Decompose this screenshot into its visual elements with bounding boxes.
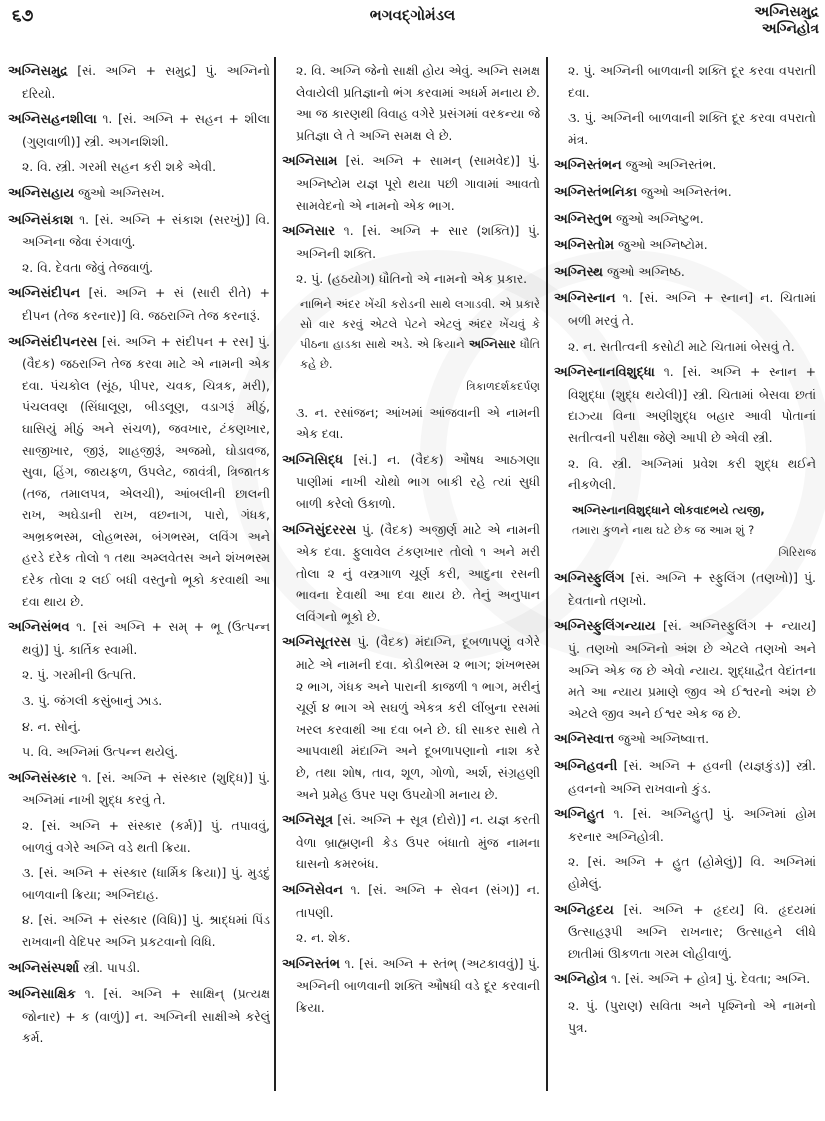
definition-text: [સં. અગ્નિ + હૃદય] વિ. હૃદયમાં ઉત્સાહરૂપી અગ્નિ રાખનાર; ઉત્સાહને લીધે છાતીમાં ઊકળતા ગરમ લોહીવાળું. <box>568 901 816 961</box>
sense-definition: ૫. વિ. અગ્નિમાં ઉત્પન્ન થયેલું. <box>22 744 179 760</box>
headword: અગ્નિસહનશીલા <box>8 112 97 128</box>
definition-text: [સં. અગ્નિ + સામન્ (સામવેદ)] પું. અગ્નિષ્ટોમ યજ્ઞ પૂરો થયા પછી ગાવામાં આવતો સામવેદનો એ નામનો એક ભાગ. <box>296 153 540 213</box>
definition-text: ૧. [સં અગ્નિ + સમ્ + ભૂ (ઉત્પન્ન થવું)] પું. કાર્તિક સ્વામી. <box>22 619 270 657</box>
dictionary-entry <box>554 728 816 751</box>
headword: અગ્નિસેવન <box>282 883 343 898</box>
dictionary-entry <box>282 519 540 628</box>
guide-word-last: અગ્નિહોત્ર <box>761 21 819 37</box>
column-divider <box>274 57 276 1091</box>
dictionary-entry <box>8 331 270 613</box>
sense-definition: ૪. ન. સોનું. <box>22 718 81 734</box>
headword: અગ્નિસ્નાનવિશુદ્ધા <box>554 365 655 381</box>
dictionary-entry <box>282 879 540 923</box>
headword: અગ્નિસૂતરસ <box>282 635 351 651</box>
headword: અગ્નિસમુદ્ર <box>8 64 68 79</box>
headword: અગ્નિસાક્ષિક <box>8 987 76 1003</box>
headword: અગ્નિસ્તંભન <box>554 158 622 174</box>
headword: અગ્નિસ્તોમ <box>554 238 615 254</box>
definition-text: [સં. અગ્નિ + સંદીપન + રસ] પું. (વૈદક) જઠરાગ્નિ તેજ કરવા માટે એ નામની એક દવા. પંચકોલ (સૂંઠ, પીપર, ચવક, ચિત્રક, મરી), પંચલવણ (સિંધાલૂણ, બીડલૂણ, વડાગરૂં મીઠું, ઘાસિયું મીઠું અને સંચળ), જવખાર, ટંકણખાર, સાજીખાર, જીરૂં, શાહજીરૂં, અજમો, ઘોડાવજ, સુવા, હિંગ, જાયફળ, ઉપલેટ, જાવંત્રી, ત્રિજાતક (તજ, તમાલપત્ર, એલચી), આંબલીની છાલની રાખ, અઘેડાની રાખ, વછનાગ, પારો, ગંધક, અભ્રકભસ્મ, લોહભસ્મ, બંગભસ્મ, લવિંગ અને હરડે દરેક તોલો ૧ તથા અમ્લવેતસ અને શંખભસ્મ દરેક તોલા ૨ લઈ બધી વસ્તુનો ભૂકો કરવાથી આ દવા થાય છે. <box>22 333 270 609</box>
dictionary-entry <box>8 767 270 811</box>
headword: અગ્નિસ્ફુલિંગન્યાય <box>554 619 656 635</box>
sense-definition: ૩. પું. અગ્નિની બાળવાની શક્તિ દૂર કરવા વપરાતો મંત્ર. <box>568 110 816 147</box>
dictionary-entry <box>8 209 270 253</box>
column-3 <box>554 60 816 1113</box>
quote-line: અગ્નિસ્નાનવિશુદ્ધાને લોકવાદભયે ત્યજી, <box>572 502 765 517</box>
guide-word-first: અગ્નિસમુદ્ર <box>754 4 819 20</box>
definition-text: ૧. [સં. અગ્નિ + સાક્ષિન્ (પ્રત્યક્ષ જોનાર) + ક (વાળું)] ન. અગ્નિની સાક્ષીએ કરેલું કર્મ. <box>22 986 270 1046</box>
headword: અગ્નિહુત <box>554 807 605 823</box>
dictionary-entry <box>554 234 816 257</box>
definition-text: [સં. અગ્નિ + સમુદ્ર] પું. અગ્નિનો દરિયો. <box>22 63 270 101</box>
sense-definition: ૪. [સં. અગ્નિ + સંસ્કાર (વિધિ)] પું. શ્રાદ્ધમાં પિંડ રાખવાની વેદિપર અગ્નિ પ્રકટવાનો વિધિ. <box>22 912 270 949</box>
sense-definition: ૨. [સં. અગ્નિ + સંસ્કાર (કર્મ)] પું. તપાવવું, બાળવું વગેરે અગ્નિ વડે થતી ક્રિયા. <box>22 818 270 855</box>
definition-text: [સં.] ન. (વૈદક) ઔષધ આઠગણા પાણીમાં નાખી ચોથો ભાગ બાકી રહે ત્યાં સુધી બાળી કરેલો ઉકાળો. <box>296 451 540 511</box>
dictionary-entry <box>554 899 816 965</box>
sense-definition: ૩. ન. રસાંજન; આંખમાં આંજવાની એ નામની એક દવા. <box>296 404 540 442</box>
dictionary-entry <box>8 282 270 326</box>
sense-definition: ૩. [સં. અગ્નિ + સંસ્કાર (ધાર્મિક ક્રિયા)] પું. મુડદું બાળવાની ક્રિયા; અગ્નિદાહ. <box>22 865 270 902</box>
definition-text: [સં. અગ્નિ + સં (સારી રીતે) + દીપન (તેજ કરનાર)] વિ. જઠરાગ્નિ તેજ કરનારૂં. <box>22 285 270 323</box>
definition-text: ૧. [સં. અગ્નિહુત્] પું. અગ્નિમાં હોમ કરનાર અગ્નિહોત્રી. <box>568 806 816 844</box>
column-divider <box>546 57 548 1091</box>
dictionary-entry <box>8 182 270 205</box>
definition-text: ૧. [સં. અગ્નિ + સ્નાન + વિશુદ્ધા (શુદ્ધ થયેલી)] સ્ત્રી. ચિતામાં બેસવા છતાં દાઝ્યા વિના અણીશુદ્ધ બહાર આવી પોતાનાં સતીત્વની પરીક્ષા જેણે આપી છે એવી સ્ત્રી. <box>568 364 816 445</box>
page-number: ૬૭ <box>12 6 34 26</box>
quote-source: ગિરિરાજ <box>778 545 816 559</box>
definition-text: ૧. [સં. અગ્નિ + સેવન (સંગ)] ન. તાપણી. <box>296 882 540 920</box>
dictionary-entry <box>8 957 270 980</box>
dictionary-entry <box>282 150 540 216</box>
sense-definition: ૨. ન. સતીત્વની કસોટી માટે ચિતામાં બેસવું તે. <box>568 338 795 354</box>
headword: અગ્નિસ્થ <box>554 264 603 280</box>
definition-text: પું. (વૈદક) મંદાગ્નિ, દૂબળાપણું વગેરે માટે એ નામની દવા. કોડીભસ્મ ૨ ભાગ; શંખભસ્મ ૨ ભાગ, ગંધક અને પારાની કાજળી ૧ ભાગ, મરીનું ચૂર્ણ ૪ ભાગ એ સઘળું એકત્ર કરી લીંબુના રસમાં ખરલ કરવાથી આ દવા બને છે. ઘી સાકર સાથે તે આપવાથી મંદાગ્નિ અને દૂબળાપણાનો નાશ કરે છે, તથા શોષ, તાવ, શૂળ, ગોળો, અર્શ, સંગ્રહણી અને પ્રમેહ ઉપર પણ ઉપયોગી મનાય છે. <box>296 634 540 802</box>
sense-definition: ૨. વિ. દેવતા જેવું તેજવાળું. <box>22 259 154 275</box>
dictionary-entry <box>554 615 816 724</box>
headword: અગ્નિસંસ્પર્શા <box>8 960 80 976</box>
dictionary-entry <box>554 208 816 231</box>
sense-definition: ૨. પું. (પુરાણ) સવિતા અને પૃશ્નિનો એ નામનો પુત્ર. <box>568 997 816 1035</box>
headword: અગ્નિસંસ્કાર <box>8 770 77 786</box>
headword: અગ્નિસ્વાત્ત <box>554 732 615 748</box>
definition-text: જુઓ અગ્નિસખ. <box>78 184 165 200</box>
dictionary-entry <box>554 755 816 799</box>
dictionary-entry <box>8 108 270 152</box>
sense-definition: ૨. વિ. સ્ત્રી. અગ્નિમાં પ્રવેશ કરી શુદ્ધ થઈને નીકળેલી. <box>568 455 816 493</box>
sense-definition: ૨. પું. ગરમીની ઉત્પત્તિ. <box>22 667 137 683</box>
definition-text: ૧. [સં. અગ્નિ + સહન + શીલા (ગુણવાળી)] સ્ત્રી. અગનશિશી. <box>22 111 270 149</box>
dictionary-entry <box>8 983 270 1049</box>
definition-text: સ્ત્રી. પાપડી. <box>83 959 141 975</box>
definition-text: ૧. [સં. અગ્નિ + સ્નાન] ન. ચિતામાં બળી મરવું તે. <box>568 290 816 328</box>
page-header <box>0 0 825 56</box>
column-2 <box>282 60 540 1113</box>
headword: અગ્નિસ્તંભનિકા <box>554 184 638 200</box>
definition-text: ૧. [સં. અગ્નિ + સ્તંભ્ (અટકાવવું)] પું. અગ્નિની બાળવાની શક્તિ ઔષધી વડે દૂર કરવાની ક્રિયા. <box>296 955 540 1015</box>
headword: અગ્નિસંદીપન <box>8 286 81 302</box>
definition-text: પું. (વૈદક) અજીર્ણ માટે એ નામની એક દવા. ફુલાવેલ ટંકણખાર તોલો ૧ અને મરી તોલા ૨ નું વસ્ત્રગાળ ચૂર્ણ કરી, આદુના રસની ભાવના દેવાથી આ દવા થાય છે. તેનું અનુપાન લવિંગનો ભૂકો છે. <box>296 521 540 624</box>
sense-definition: ૨. ન. શેક. <box>296 930 351 946</box>
headword: અગ્નિસ્ફુલિંગ <box>554 571 625 587</box>
quote-source: ત્રિકાળદર્શકદર્પણ <box>466 379 540 393</box>
dictionary-entry <box>554 261 816 284</box>
sense-definition: ૨. વિ. અગ્નિ જેનો સાક્ષી હોય એવું. અગ્નિ સમક્ષ લેવાયેલી પ્રતિજ્ઞાનો ભંગ કરવામાં અધર્મ મનાય છે. આ જ કારણથી વિવાહ વગેરે પ્રસંગમાં વરકન્યા જે પ્રતિજ્ઞા લે તે અગ્નિ સમક્ષ લે છે. <box>296 63 540 143</box>
column-1 <box>8 60 270 1113</box>
sense-definition: ૨. પું. અગ્નિની બાળવાની શક્તિ દૂર કરવા વપરાતી દવા. <box>568 63 816 100</box>
definition-text: ૧. [સં. અગ્નિ + સાર (શક્તિ)] પું. અગ્નિની શક્તિ. <box>296 223 540 261</box>
quotation <box>282 294 540 374</box>
dictionary-entry <box>282 809 540 875</box>
quote-line: તમારા કુળને નાથ ઘટે છેક જ આમ શું ? <box>572 522 755 537</box>
quote-headword: અગ્નિસાર <box>468 336 516 351</box>
definition-text: જુઓ અગ્નિષ્ટોમ. <box>618 237 708 253</box>
definition-text: ૧. [સં. અગ્નિ + સંસ્કાર (શુદ્ધિ)] પું. અગ્નિમાં નાખી શુદ્ધ કરવું તે. <box>22 769 270 808</box>
dictionary-entry <box>554 968 816 991</box>
dictionary-entry <box>554 154 816 177</box>
definition-text: જુઓ અગ્નિસ્તંભ. <box>625 157 717 173</box>
definition-text: [સં. અગ્નિ + સૂત્ર (દોરો)] ન. યજ્ઞ કરતી વેળા બ્રાહ્મણની કેડ ઉપર બંધાતો મુંજ નામના ઘાસનો કમરબંધ. <box>296 812 540 872</box>
running-title: ભગવદ્ગોમંડલ <box>369 6 456 24</box>
dictionary-entry <box>282 220 540 264</box>
headword: અગ્નિસિદ્ધ <box>282 452 344 468</box>
sense-definition: ૩. પું. જંગલી કસુંબાનું ઝાડ. <box>22 693 163 709</box>
headword: અગ્નિસામ <box>282 154 338 170</box>
headword: અગ્નિસ્તંભ <box>282 956 341 972</box>
sense-definition: ૨. પું. (હઠયોગ) ધૌતિનો એ નામનો એક પ્રકાર. <box>296 271 528 287</box>
headword: અગ્નિસ્તુભ <box>554 211 613 227</box>
sense-definition: ૨. વિ. સ્ત્રી. ગરમી સહન કરી શકે એવી. <box>22 159 217 175</box>
quote-text: નાભિને અંદર ખેંચી કરોડની સાથે લગાડવી. એ પ્રકારે સો વાર કરવું એટલે પેટને એટલું અંદર ખેંચવું કે પીઠના હાડકા સાથે અડે. એ ક્રિયાને <box>300 296 540 351</box>
definition-text: જુઓ અગ્નિષ્વાત્ત. <box>618 731 710 747</box>
headword: અગ્નિસંકાશ <box>8 212 74 228</box>
definition-text: ૧. [સં. અગ્નિ + સંકાશ (સરખું)] વિ. અગ્નિના જેવા રંગવાળું. <box>22 211 270 250</box>
headword: અગ્નિહવની <box>554 759 618 775</box>
definition-text: [સં. અગ્નિ + હવની (યજ્ઞકુંડ)] સ્ત્રી. હવનનો અગ્નિ રાખવાનો કુંડ. <box>568 758 816 796</box>
headword: અગ્નિસંભવ <box>8 620 70 636</box>
headword: અગ્નિસૂત્ર <box>282 813 334 829</box>
definition-text: [સં. અગ્નિ + સ્ફુલિંગ (તણખો)] પું. દેવતાનો તણખો. <box>568 570 816 608</box>
headword: અગ્નિસાર <box>282 224 336 240</box>
dictionary-entry <box>8 60 270 104</box>
dictionary-entry <box>554 287 816 331</box>
quotation <box>554 500 816 540</box>
dictionary-entry <box>554 567 816 611</box>
dictionary-entry <box>282 631 540 805</box>
dictionary-entry <box>282 953 540 1019</box>
dictionary-entry <box>554 361 816 448</box>
guide-words <box>754 4 819 38</box>
quote-text-end: ધૌતિ કહે છે. <box>300 336 540 371</box>
headword: અગ્નિહૃદય <box>554 902 614 918</box>
definition-text: જુઓ અગ્નિષ્ટુભ. <box>615 210 704 226</box>
headword: અગ્નિસંદીપનરસ <box>8 334 98 350</box>
sense-definition: ૨. [સં. અગ્નિ + હુત (હોમેલું)] વિ. અગ્નિમાં હોમેલું. <box>568 854 816 891</box>
definition-text: ૧. [સં. અગ્નિ + હોત્ર] પું. દેવતા; અગ્નિ. <box>611 971 811 987</box>
headword: અગ્નિસહાય <box>8 185 75 201</box>
dictionary-entry <box>8 616 270 660</box>
headword: અગ્નિસ્નાન <box>554 291 616 307</box>
dictionary-entry <box>554 181 816 204</box>
definition-text: જુઓ અગ્નિષ્ઠ. <box>606 263 685 279</box>
dictionary-entry <box>554 803 816 847</box>
headword: અગ્નિહોત્ર <box>554 972 608 988</box>
definition-text: જુઓ અગ્નિસ્તંભ. <box>640 183 732 199</box>
headword: અગ્નિસુંદરરસ <box>282 522 357 538</box>
dictionary-entry <box>282 449 540 515</box>
definition-text: [સં. અગ્નિસ્ફુલિંગ + ન્યાય] પું. તણખો અગ્નિનો અંશ છે એટલે તણખો અને અગ્નિ એક જ છે એવો ન્યાય. શુદ્ધાદ્વૈત વેદાંતના મતે આ ન્યાય પ્રમાણે જીવ એ ઈશ્વરનો અંશ છે એટલે જીવ અને ઈશ્વર એક જ છે. <box>568 618 816 721</box>
